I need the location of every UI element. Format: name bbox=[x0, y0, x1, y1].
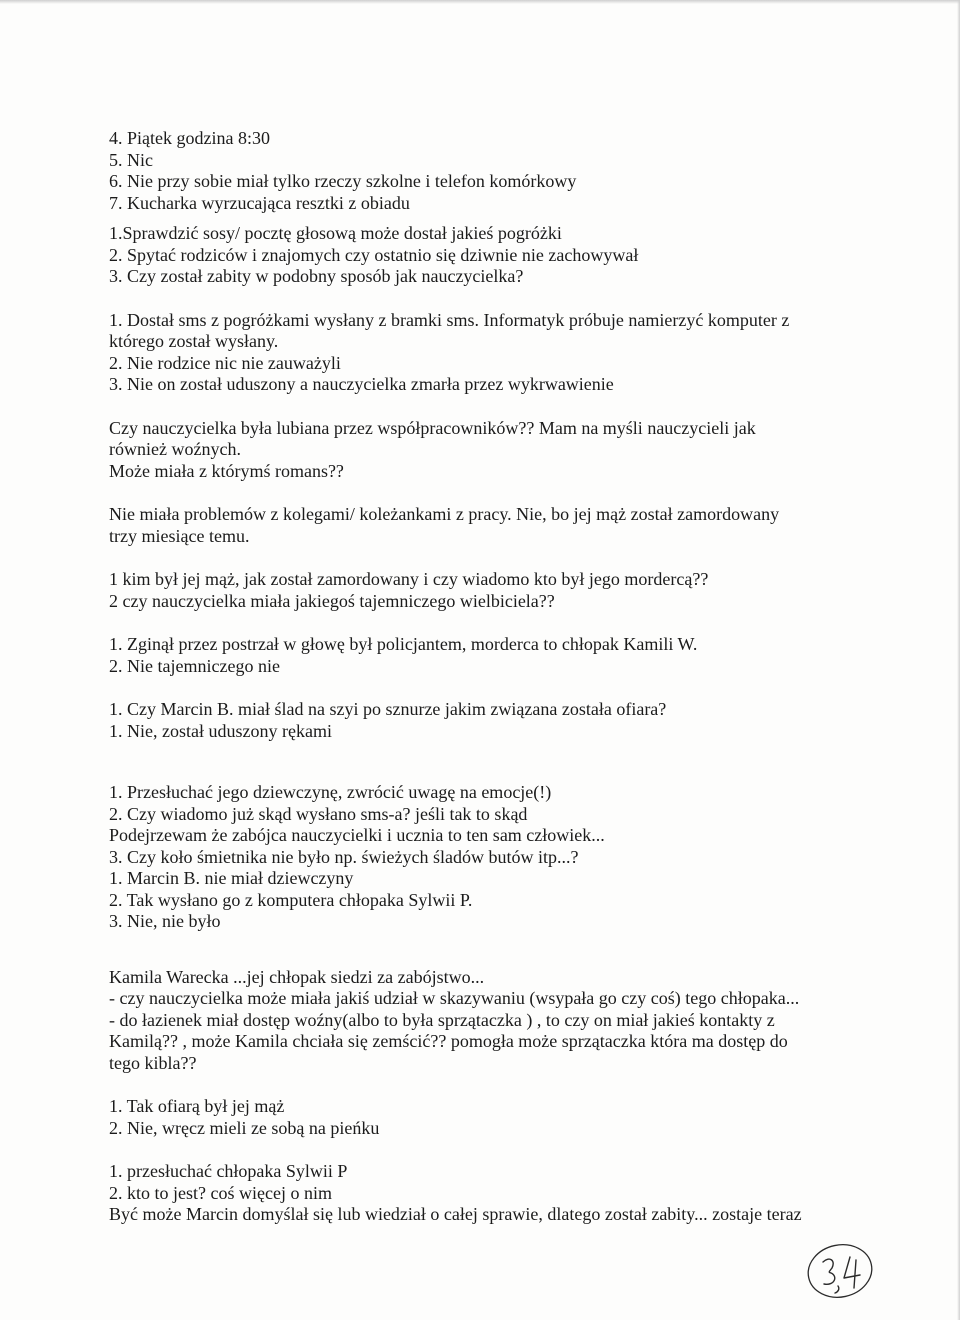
document-body bbox=[109, 128, 849, 1226]
text-line: 1. Nie, został uduszony rękami bbox=[109, 720, 332, 741]
text-line: 1. Tak ofiarą był jej mąż bbox=[109, 1096, 285, 1116]
text-line: Może miała z którymś romans?? bbox=[109, 460, 344, 481]
text-line: Czy nauczycielka była lubiana przez współpracowników?? Mam na myśli nauczycieli jak bbox=[109, 417, 756, 438]
paragraph-gap bbox=[109, 214, 849, 223]
text-line: 7. Kucharka wyrzucająca resztki z obiadu bbox=[109, 192, 410, 213]
paragraph-gap bbox=[109, 612, 849, 634]
text-line: 3. Nie on został uduszony a nauczycielka zmarła przez wykrwawienie bbox=[109, 374, 614, 394]
scan-edge-top bbox=[0, 0, 960, 4]
text-line: 2. Nie tajemniczego nie bbox=[109, 655, 280, 676]
ink-circle bbox=[804, 1240, 876, 1302]
text-line: tego kibla?? bbox=[109, 1052, 197, 1073]
text-line: 4. Piątek godzina 8:30 bbox=[109, 128, 270, 148]
text-line: 1. Zginął przez postrzał w głowę był policjantem, morderca to chłopak Kamili W. bbox=[109, 634, 698, 654]
handwritten-digit-three bbox=[823, 1259, 835, 1284]
handwritten-digit-four bbox=[844, 1257, 860, 1288]
text-line: 1. Czy Marcin B. miał ślad na szyi po sznurze jakim związana została ofiara? bbox=[109, 699, 667, 719]
handwritten-comma bbox=[835, 1286, 839, 1293]
text-line: 2. Czy wiadomo już skąd wysłano sms-a? jeśli tak to skąd bbox=[109, 803, 528, 824]
text-line: również woźnych. bbox=[109, 439, 241, 459]
paragraph-gap bbox=[109, 288, 849, 310]
paragraph-gap bbox=[109, 396, 849, 418]
text-line: 2. Spytać rodziców i znajomych czy ostatnio się dziwnie nie zachowywał bbox=[109, 244, 639, 265]
text-line: 1. Dostał sms z pogróżkami wysłany z bramki sms. Informatyk próbuje namierzyć komputer z bbox=[109, 309, 790, 330]
paragraph-gap bbox=[109, 742, 849, 782]
text-line: 1. Marcin B. nie miał dziewczyny bbox=[109, 868, 354, 888]
text-line: Kamilą?? , może Kamila chciała się zemścić?? pomogła może sprzątaczka która ma dostęp do bbox=[109, 1031, 788, 1051]
text-line: 1 kim był jej mąż, jak został zamordowany i czy wiadomo kto był jego mordercą?? bbox=[109, 569, 709, 589]
circled-number-icon bbox=[804, 1240, 876, 1302]
text-line: 2. Nie, wręcz mieli ze sobą na pieńku bbox=[109, 1117, 380, 1138]
text-line: 2. Nie rodzice nic nie zauważyli bbox=[109, 352, 341, 373]
text-line: którego został wysłany. bbox=[109, 331, 279, 351]
text-line: Nie miała problemów z kolegami/ koleżankami z pracy. Nie, bo jej mąż został zamordowany bbox=[109, 504, 780, 524]
paragraph-gap bbox=[109, 482, 849, 504]
text-line: Kamila Warecka ...jej chłopak siedzi za zabójstwo... bbox=[109, 966, 485, 987]
text-line: - do łazienek miał dostęp woźny(albo to była sprzątaczka ) , to czy on miał jakieś kontakty z bbox=[109, 1009, 775, 1030]
paragraph-gap bbox=[109, 1074, 849, 1096]
text-line: 5. Nic bbox=[109, 149, 153, 170]
text-line: 1.Sprawdzić sosy/ pocztę głosową może dostał jakieś pogróżki bbox=[109, 223, 562, 243]
paragraph-gap bbox=[109, 933, 849, 967]
text-line: 6. Nie przy sobie miał tylko rzeczy szkolne i telefon komórkowy bbox=[109, 171, 577, 191]
handwritten-page-number bbox=[804, 1240, 876, 1302]
paragraph-gap bbox=[109, 547, 849, 569]
paragraph-gap bbox=[109, 1139, 849, 1161]
text-line: 1. Przesłuchać jego dziewczynę, zwrócić uwagę na emocje(!) bbox=[109, 782, 552, 802]
text-line: 3. Nie, nie było bbox=[109, 911, 221, 931]
text-line: 1. przesłuchać chłopaka Sylwii P bbox=[109, 1161, 348, 1181]
text-line: 2. Tak wysłano go z komputera chłopaka Sylwii P. bbox=[109, 889, 473, 910]
text-line: 3. Czy został zabity w podobny sposób jak nauczycielka? bbox=[109, 266, 524, 286]
paragraph-gap bbox=[109, 677, 849, 699]
text-line: trzy miesiące temu. bbox=[109, 525, 250, 546]
text-line: 2. kto to jest? coś więcej o nim bbox=[109, 1182, 332, 1203]
text-line: Podejrzewam że zabójca nauczycielki i ucznia to ten sam człowiek... bbox=[109, 825, 605, 845]
text-line: - czy nauczycielka może miała jakiś udział w skazywaniu (wsypała go czy coś) tego chłopaka... bbox=[109, 988, 800, 1008]
text-line: Być może Marcin domyślał się lub wiedział o całej sprawie, dlatego został zabity... zostaje teraz bbox=[109, 1204, 802, 1224]
text-line: 2 czy nauczycielka miała jakiegoś tajemniczego wielbiciela?? bbox=[109, 590, 555, 611]
text-line: 3. Czy koło śmietnika nie było np. świeżych śladów butów itp...? bbox=[109, 846, 579, 867]
